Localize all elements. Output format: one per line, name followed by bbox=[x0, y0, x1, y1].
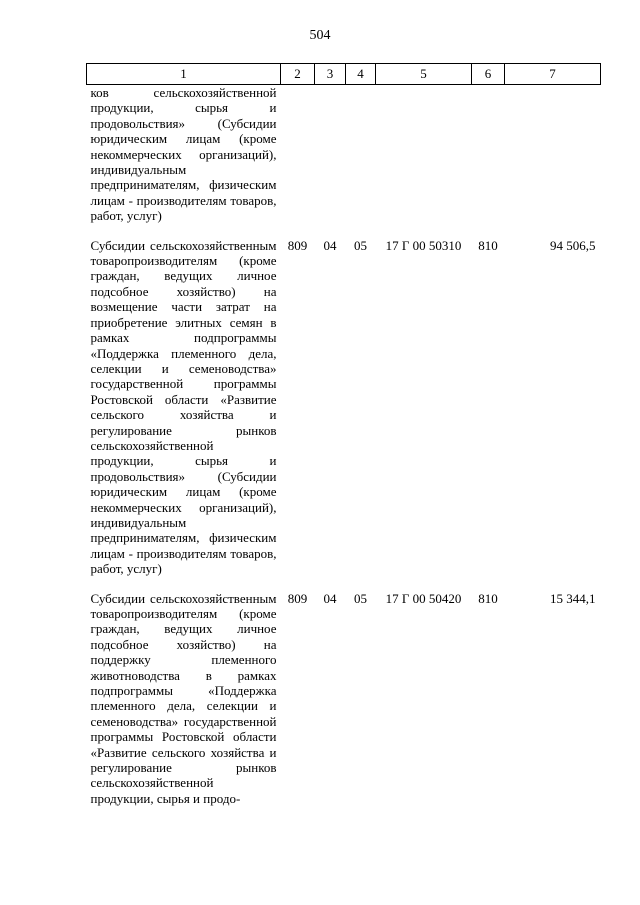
header-col-4: 4 bbox=[346, 64, 376, 85]
row-section: 04 bbox=[323, 237, 337, 253]
row-description: ков сельскохозяйственной продукции, сырья и продовольствия» (Субсидии юридическим лицам (кроме некоммерческих организаций), индивидуальным предпринимателям, физическим лицам - производителям товаров, работ, услуг) bbox=[90, 85, 277, 224]
row-code bbox=[281, 85, 315, 238]
header-col-2: 2 bbox=[281, 64, 315, 85]
row-code: 809 bbox=[287, 237, 308, 253]
row-target-article bbox=[376, 85, 472, 238]
row-subsection: 05 bbox=[354, 590, 367, 606]
row-target-article: 17 Г 00 50310 bbox=[385, 237, 462, 253]
row-expense-type: 810 bbox=[478, 590, 498, 606]
header-col-6: 6 bbox=[472, 64, 505, 85]
row-amount: 94 506,5 bbox=[550, 237, 596, 253]
table-row bbox=[87, 85, 601, 238]
row-section bbox=[315, 85, 346, 238]
row-expense-type: 810 bbox=[478, 237, 498, 253]
header-col-7: 7 bbox=[505, 64, 601, 85]
header-col-5: 5 bbox=[376, 64, 472, 85]
row-section: 04 bbox=[323, 590, 337, 606]
page-number: 504 bbox=[309, 28, 331, 43]
row-description: Субсидии сельскохозяйственным товаропроизводителям (кроме граждан, ведущих личное подсобное хозяйство) на поддержку племенного животноводства в рамках подпрограммы «Поддержка племенного дела, селекции и семеноводства» государственной программы Ростовской области «Развитие сельского хозяйства и регулирование рынков сельскохозяйственной продукции, сырья и продо- bbox=[90, 590, 277, 806]
table-row bbox=[87, 591, 601, 807]
row-target-article: 17 Г 00 50420 bbox=[385, 590, 462, 606]
header-col-3: 3 bbox=[315, 64, 346, 85]
row-amount bbox=[505, 85, 601, 238]
header-row bbox=[87, 64, 601, 85]
row-code: 809 bbox=[287, 590, 308, 606]
row-subsection: 05 bbox=[354, 237, 367, 253]
header-col-1: 1 bbox=[87, 64, 281, 85]
row-expense-type bbox=[472, 85, 505, 238]
budget-table bbox=[86, 63, 601, 806]
row-description: Субсидии сельскохозяйственным товаропроизводителям (кроме граждан, ведущих личное подсобное хозяйство) на возмещение части затрат на приобретение элитных семян в рамках подпрограммы «Поддержка племенного дела, селекции и семеноводства» государственной программы Ростовской области «Развитие сельского хозяйства и регулирование рынков сельскохозяйственной продукции, сырья и продовольствия» (Субсидии юридическим лицам (кроме некоммерческих организаций), индивидуальным предпринимателям, физическим лицам - производителям товаров, работ, услуг) bbox=[90, 237, 277, 577]
row-amount: 15 344,1 bbox=[550, 590, 596, 606]
table-row bbox=[87, 238, 601, 591]
row-subsection bbox=[346, 85, 376, 238]
